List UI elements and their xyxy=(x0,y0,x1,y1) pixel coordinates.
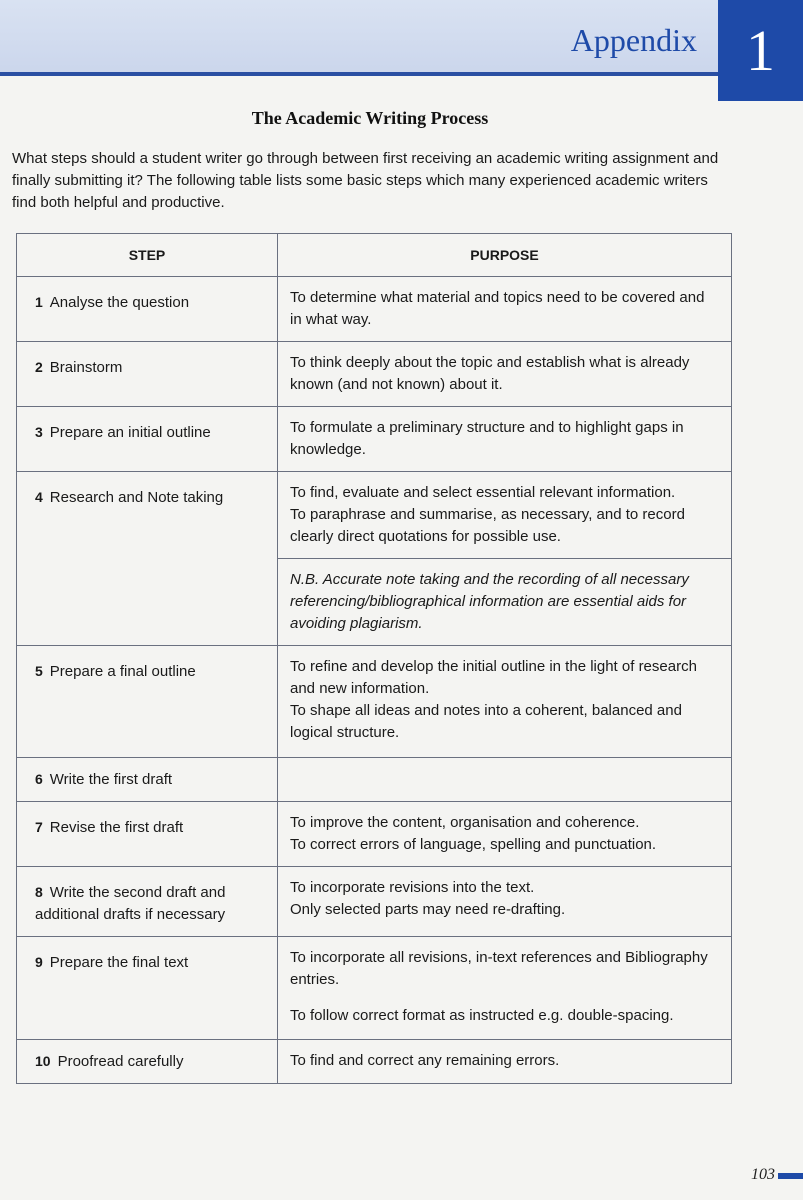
step-label: Write the second draft and additional drafts if necessary xyxy=(35,884,226,923)
table-row xyxy=(17,342,732,407)
purpose-text: To follow correct format as instructed e.g. double-spacing. xyxy=(290,1007,674,1024)
table-row xyxy=(17,407,732,472)
purpose-cell xyxy=(278,277,732,342)
step-number: 1 xyxy=(35,294,43,310)
table-row xyxy=(17,937,732,1040)
step-label: Revise the first draft xyxy=(49,819,184,836)
step-cell xyxy=(17,802,278,867)
table-row xyxy=(17,1040,732,1084)
step-label: Research and Note taking xyxy=(49,489,224,506)
purpose-cell xyxy=(278,937,732,1040)
table-row xyxy=(17,867,732,937)
purpose-column-header: PURPOSE xyxy=(278,234,732,277)
step-label: Write the first draft xyxy=(49,771,173,788)
table-row xyxy=(17,277,732,342)
step-cell xyxy=(17,937,278,1040)
step-cell xyxy=(17,646,278,758)
step-column-header: STEP xyxy=(17,234,278,277)
purpose-text: Only selected parts may need re-drafting. xyxy=(290,901,566,918)
step-number: 9 xyxy=(35,954,43,970)
step-number: 10 xyxy=(35,1053,51,1069)
purpose-cell xyxy=(278,802,732,867)
table-row xyxy=(17,758,732,802)
purpose-text: To paraphrase and summarise, as necessary, and to record clearly direct quotations for possible use. xyxy=(290,506,685,545)
purpose-text: To improve the content, organisation and coherence. xyxy=(290,814,640,831)
step-number: 2 xyxy=(35,359,43,375)
step-cell xyxy=(17,407,278,472)
step-number: 4 xyxy=(35,489,43,505)
step-label: Prepare a final outline xyxy=(49,663,196,680)
purpose-text: To find, evaluate and select essential relevant information. xyxy=(290,484,676,501)
step-number: 7 xyxy=(35,819,43,835)
page-number: 103 xyxy=(751,1166,775,1183)
step-cell xyxy=(17,472,278,646)
header-rule xyxy=(0,72,718,76)
step-cell xyxy=(17,277,278,342)
purpose-cell xyxy=(278,867,732,937)
purpose-text: To formulate a preliminary structure and to highlight gaps in knowledge. xyxy=(290,419,684,458)
purpose-text: To shape all ideas and notes into a coherent, balanced and logical structure. xyxy=(290,702,682,741)
step-number: 5 xyxy=(35,663,43,679)
intro-paragraph: What steps should a student writer go through between first receiving an academic writing assignment and finally submitting it? The following table lists some basic steps which many experienced academic writers find both helpful and productive. xyxy=(12,150,719,211)
step-cell xyxy=(17,758,278,802)
purpose-text: To determine what material and topics need to be covered and in what way. xyxy=(290,289,705,328)
appendix-number-box: 1 xyxy=(718,0,803,101)
purpose-text: To think deeply about the topic and establish what is already known (and not known) about it. xyxy=(290,354,690,393)
step-number: 8 xyxy=(35,884,43,900)
purpose-cell xyxy=(278,407,732,472)
purpose-cell xyxy=(278,472,732,559)
step-cell xyxy=(17,342,278,407)
purpose-cell xyxy=(278,1040,732,1084)
step-number: 6 xyxy=(35,771,43,787)
step-cell xyxy=(17,1040,278,1084)
table-header-row xyxy=(17,234,732,277)
table-row xyxy=(17,472,732,559)
purpose-cell xyxy=(278,758,732,802)
step-number: 3 xyxy=(35,424,43,440)
purpose-text: To incorporate revisions into the text. xyxy=(290,879,535,896)
table-row xyxy=(17,646,732,758)
step-label: Prepare an initial outline xyxy=(49,424,211,441)
page-number-bar xyxy=(778,1173,803,1179)
writing-process-table xyxy=(16,233,732,1084)
step-cell xyxy=(17,867,278,937)
purpose-text: To correct errors of language, spelling and punctuation. xyxy=(290,836,657,853)
page-title: The Academic Writing Process xyxy=(251,108,489,128)
table-row xyxy=(17,802,732,867)
purpose-cell xyxy=(278,646,732,758)
step-label: Prepare the final text xyxy=(49,954,189,971)
appendix-title: Appendix xyxy=(570,22,697,58)
purpose-text: To find and correct any remaining errors. xyxy=(290,1052,560,1069)
step-label: Analyse the question xyxy=(49,294,190,311)
purpose-text: To refine and develop the initial outline in the light of research and new information. xyxy=(290,658,697,697)
step-label: Proofread carefully xyxy=(57,1053,184,1070)
note-cell: N.B. Accurate note taking and the recording of all necessary referencing/bibliographical information are essential aids for avoiding plagiarism. xyxy=(278,559,732,646)
step-label: Brainstorm xyxy=(49,359,123,376)
purpose-text: To incorporate all revisions, in-text references and Bibliography entries. xyxy=(290,949,708,988)
purpose-cell xyxy=(278,342,732,407)
